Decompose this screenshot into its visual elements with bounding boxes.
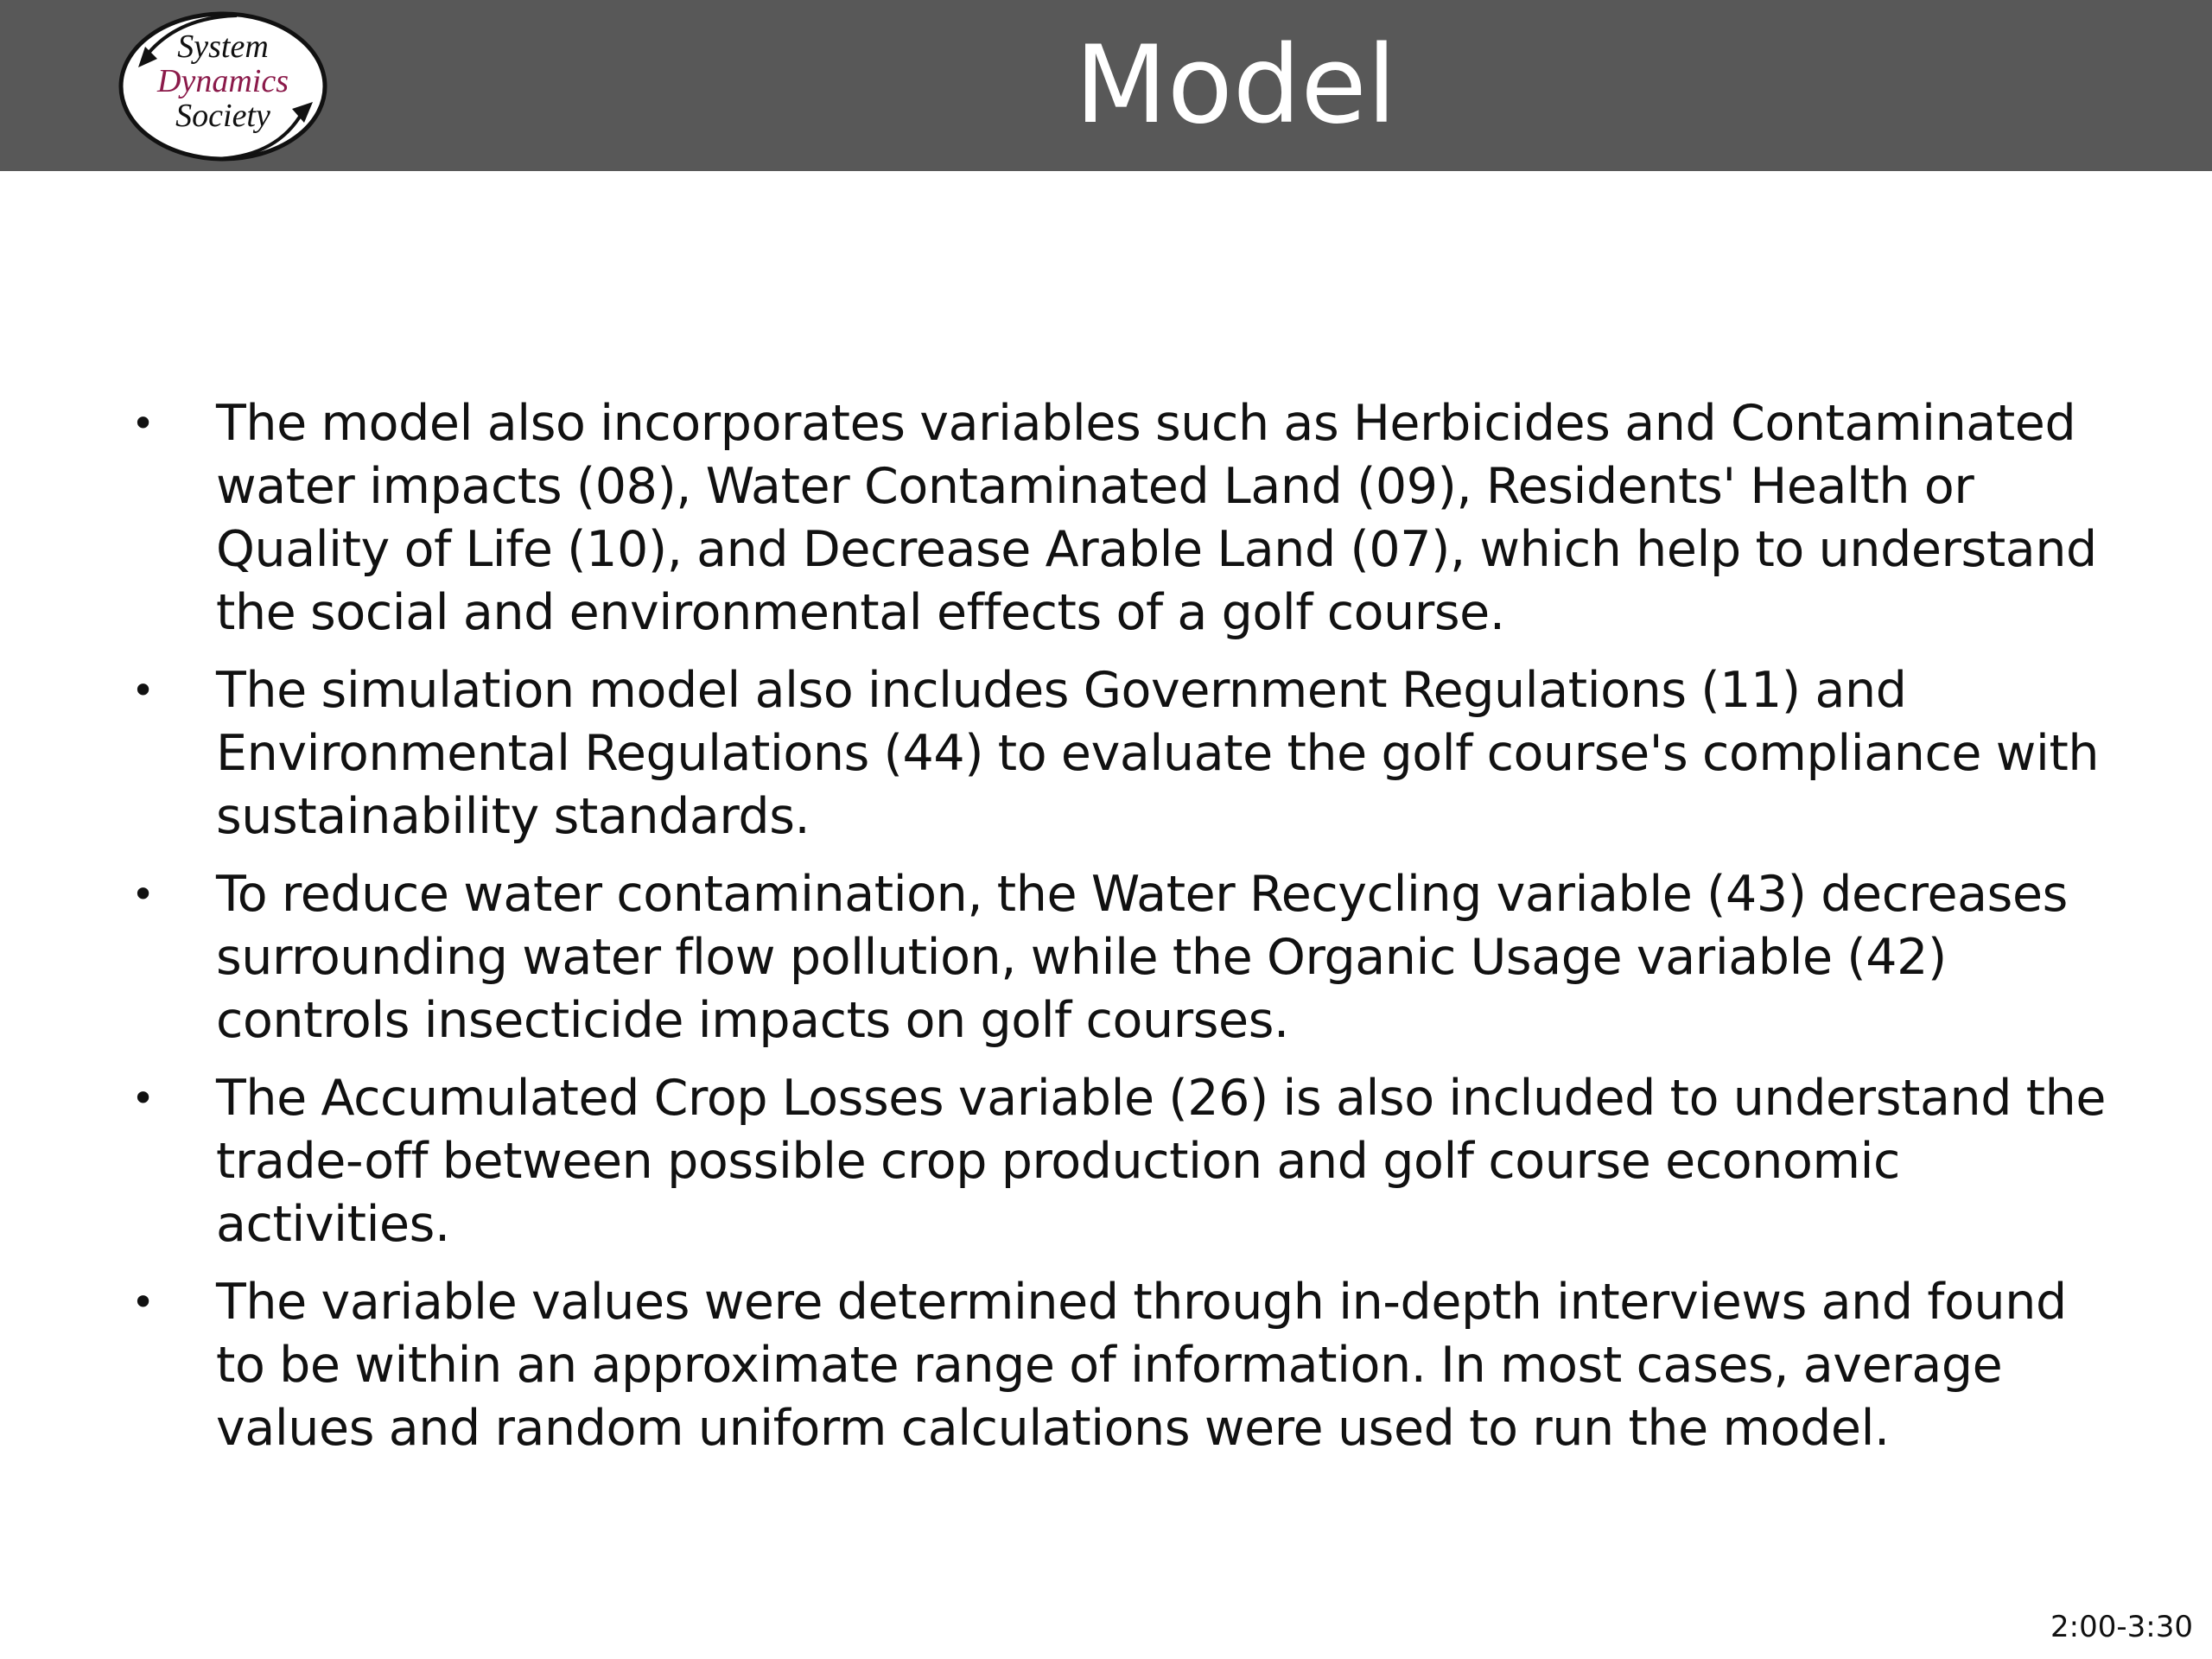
bullet-icon: • bbox=[131, 400, 155, 447]
bullet-item bbox=[128, 1271, 2115, 1460]
timecode: 2:00-3:30 bbox=[2050, 1610, 2193, 1644]
bullet-item bbox=[128, 659, 2115, 849]
page-title: Model bbox=[1074, 23, 1397, 148]
bullet-item bbox=[128, 392, 2115, 645]
bullet-text: The simulation model also includes Government Regulations (11) and Environmental Regulations (44) to evaluate the golf course's compliance with sustainability standards. bbox=[216, 662, 2100, 845]
logo-line-3: Society bbox=[175, 98, 270, 134]
bullet-icon: • bbox=[131, 667, 155, 714]
bullet-icon: • bbox=[131, 1279, 155, 1325]
logo-line-1: System bbox=[177, 29, 269, 65]
bullet-text: The variable values were determined through in-depth interviews and found to be within an approximate range of information. In most cases, average values and random uniform calculations were used to run the model. bbox=[216, 1274, 2067, 1457]
bullet-text: The Accumulated Crop Losses variable (26) is also included to understand the trade-off between possible crop production and golf course economic activities. bbox=[216, 1070, 2107, 1253]
bullet-item bbox=[128, 863, 2115, 1052]
bullet-text: The model also incorporates variables such as Herbicides and Contaminated water impacts (08), Water Contaminated Land (09), Residents' Health or Quality of Life (10), and Decrease Arable Land (07), which help to understand the social and environmental effects of a golf course. bbox=[216, 395, 2097, 641]
bullet-list bbox=[128, 392, 2115, 1475]
bullet-item bbox=[128, 1067, 2115, 1256]
bullet-icon: • bbox=[131, 871, 155, 918]
header-bar bbox=[0, 0, 2212, 171]
bullet-icon: • bbox=[131, 1075, 155, 1122]
logo-line-2: Dynamics bbox=[157, 63, 289, 99]
bullet-text: To reduce water contamination, the Water Recycling variable (43) decreases surrounding water flow pollution, while the Organic Usage variable (42) controls insecticide impacts on golf courses. bbox=[216, 866, 2068, 1049]
